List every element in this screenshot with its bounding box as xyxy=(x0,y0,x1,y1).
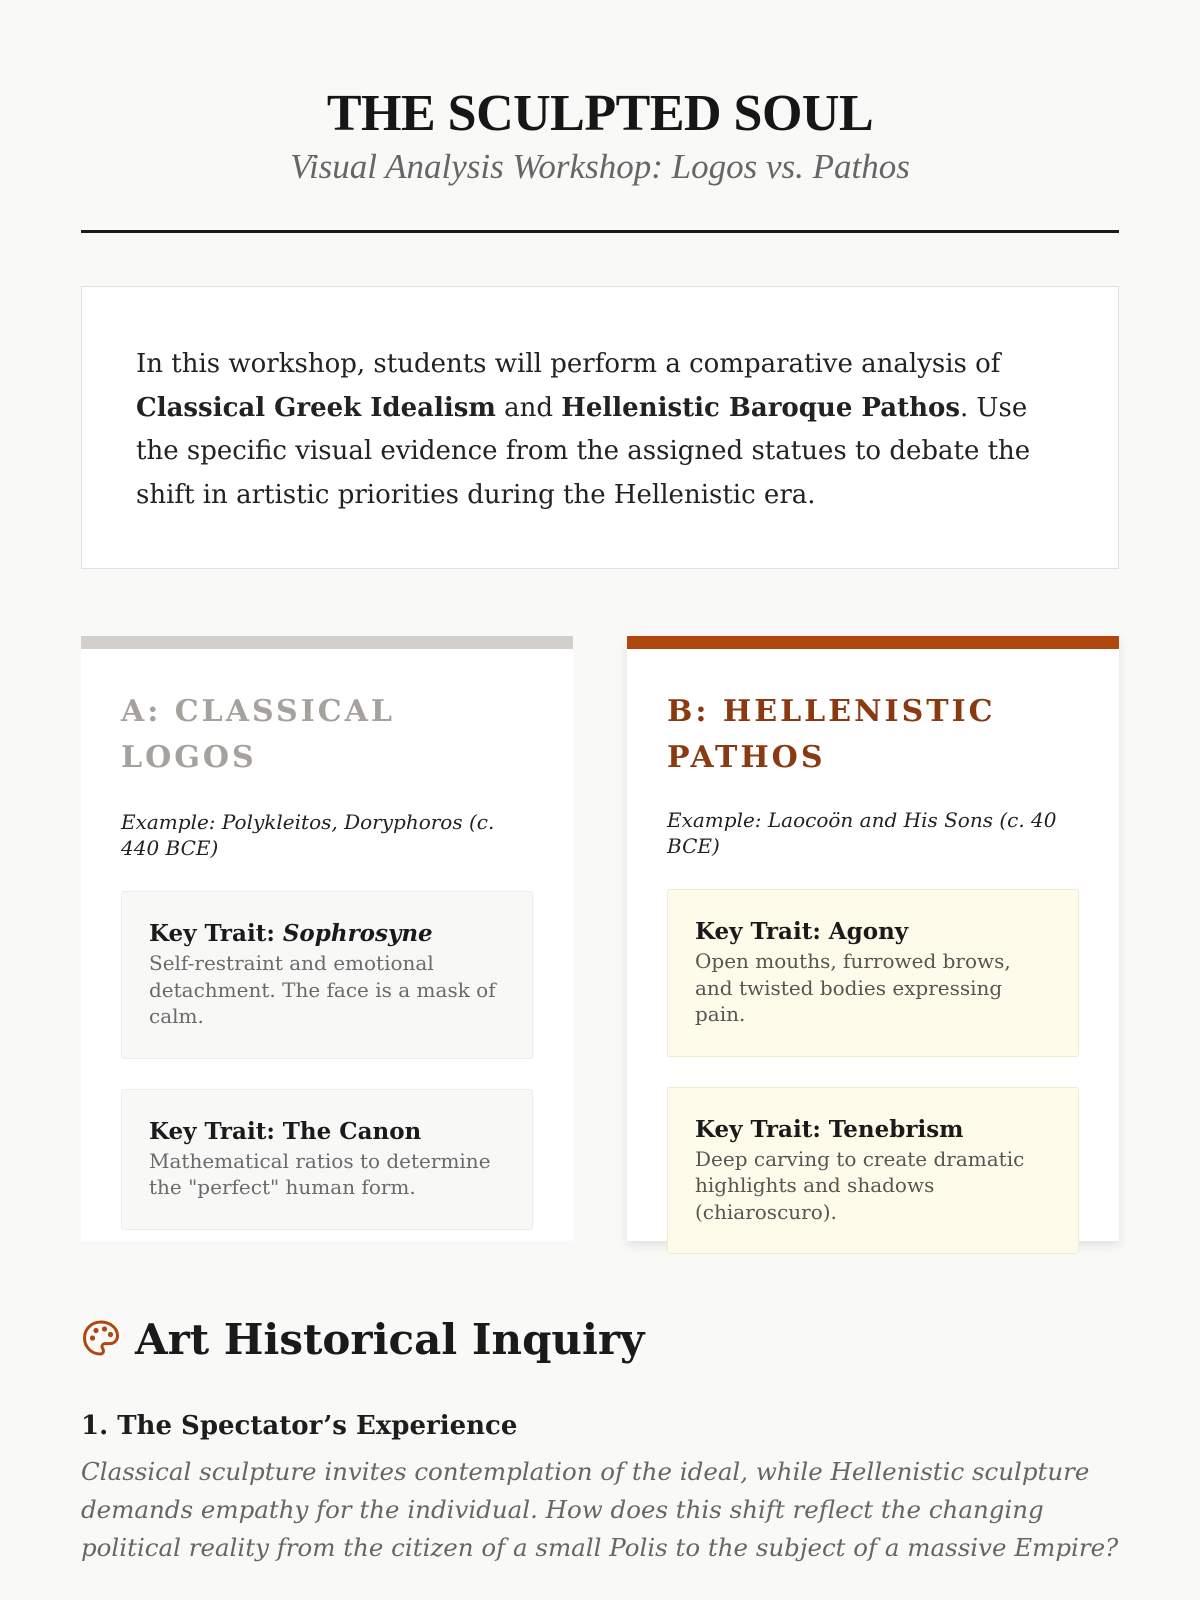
trait-box xyxy=(667,1087,1079,1255)
trait-box xyxy=(667,889,1079,1057)
palette-icon xyxy=(81,1318,121,1362)
comparison-cards xyxy=(81,636,1119,1241)
intro-text-mid: and xyxy=(495,392,562,423)
question-body: Classical sculpture invites contemplation of the ideal, while Hellenistic sculpture demands empathy for the individual. How does this shift reflect the changing political reality from the citizen of a small Polis to the subject of a massive Empire? xyxy=(81,1457,1119,1562)
trait-description: Self-restraint and emotional detachment. The face is a mask of calm. xyxy=(149,951,496,1028)
trait-description: Open mouths, furrowed brows, and twisted bodies expressing pain. xyxy=(695,949,1011,1026)
page-title: THE SCULPTED SOUL xyxy=(326,85,874,142)
trait-title xyxy=(149,918,505,950)
trait-description: Deep carving to create dramatic highlights and shadows (chiaroscuro). xyxy=(695,1146,1025,1224)
trait-title-name: Sophrosyne xyxy=(282,920,433,947)
page-subtitle: Visual Analysis Workshop: Logos vs. Pathos xyxy=(290,147,910,186)
trait-title: Key Trait: Tenebrism xyxy=(695,1115,964,1143)
trait-box xyxy=(121,891,533,1059)
header xyxy=(81,0,1119,188)
intro-box xyxy=(81,286,1119,569)
trait-description: Mathematical ratios to determine the "perfect" human form. xyxy=(149,1148,491,1199)
inquiry-heading xyxy=(81,1315,1119,1365)
intro-text-end: . Use the specific visual evidence from the assigned statues to debate the shift in artistic priorities during the Hellenistic era. xyxy=(136,392,1031,510)
trait-box xyxy=(121,1089,533,1230)
card-classical-logos xyxy=(81,636,573,1241)
trait-title: Key Trait: The Canon xyxy=(149,1117,422,1145)
trait-title-prefix: Key Trait: xyxy=(149,920,283,947)
inquiry-title: Art Historical Inquiry xyxy=(135,1315,645,1364)
question-title: 1. The Spectator’s Experience xyxy=(81,1411,518,1441)
intro-emphasis-classical: Classical Greek Idealism xyxy=(136,392,496,423)
inquiry-section xyxy=(81,1315,1119,1567)
card-example: Example: Polykleitos, Doryphoros (c. 440 BCE) xyxy=(121,810,495,860)
card-example: Example: Laocoön and His Sons (c. 40 BCE) xyxy=(667,808,1057,858)
intro-text xyxy=(136,343,1064,517)
trait-title: Key Trait: Agony xyxy=(695,918,909,945)
card-hellenistic-pathos xyxy=(627,636,1119,1241)
intro-emphasis-hellenistic: Hellenistic Baroque Pathos xyxy=(561,392,961,423)
intro-text-start: In this workshop, students will perform a comparative analysis of xyxy=(136,349,1001,379)
card-title: B: HELLENISTIC PATHOS xyxy=(667,694,996,775)
card-title: A: CLASSICAL LOGOS xyxy=(121,694,395,775)
header-divider xyxy=(81,230,1119,233)
